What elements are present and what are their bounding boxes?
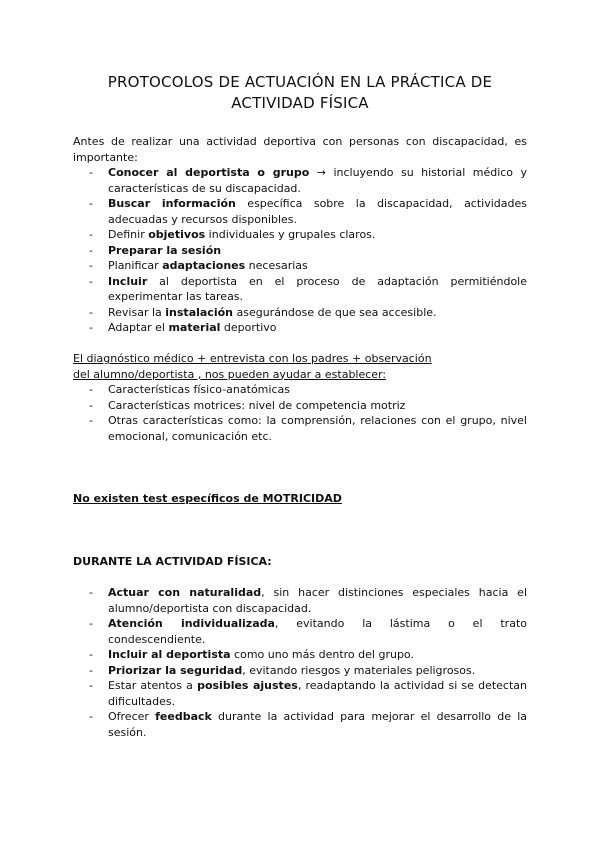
during-heading: DURANTE LA ACTIVIDAD FÍSICA: — [73, 555, 272, 568]
dash-marker: - — [89, 414, 93, 427]
list-item: - Características motrices: nivel de competencia motriz — [89, 398, 406, 412]
list-item: - Planificar adaptaciones necesarias — [89, 259, 308, 272]
during-list — [73, 585, 527, 740]
dash-marker: - — [89, 398, 93, 412]
diagnosis-section — [73, 351, 527, 444]
dash-marker: - — [89, 243, 93, 257]
dash-marker: - — [89, 259, 93, 272]
during-section — [73, 585, 527, 740]
dash-marker: - — [89, 617, 93, 630]
list-item: - Priorizar la seguridad, evitando riesgos y materiales peligrosos. — [89, 663, 476, 677]
list-item: - Revisar la instalación asegurándose de que sea accesible. — [89, 305, 437, 319]
list-item: - Incluir al deportista en el proceso de adaptación permitiéndole experimentar las tareas. — [89, 274, 527, 303]
list-item: - Definir objetivos individuales y grupales claros. — [89, 228, 376, 241]
list-item: - Estar atentos a posibles ajustes, readaptando la actividad si se detectan dificultades. — [89, 679, 527, 708]
dash-marker: - — [89, 663, 93, 677]
dash-marker: - — [89, 197, 93, 210]
list-item: - Adaptar el material deportivo — [89, 321, 277, 334]
diagnosis-line-2: del alumno/deportista , nos pueden ayudar a establecer: — [73, 367, 387, 381]
dash-marker: - — [89, 166, 93, 179]
intro-paragraph: Antes de realizar una actividad deportiva con personas con discapacidad, es importante: — [73, 135, 527, 164]
title-line-1: PROTOCOLOS DE ACTUACIÓN EN LA PRÁCTICA DE — [107, 73, 493, 91]
list-item: - Preparar la sesión — [89, 243, 222, 257]
page-title — [60, 72, 540, 114]
dash-marker: - — [89, 383, 93, 396]
list-item: - Buscar información específica sobre la discapacidad, actividades adecuadas y recursos disponibles. — [89, 197, 527, 226]
list-item: - Actuar con naturalidad, sin hacer distinciones especiales hacia el alumno/deportista con discapacidad. — [89, 586, 527, 615]
title-line-2: ACTIVIDAD FÍSICA — [231, 94, 369, 112]
no-tests-note: No existen test específicos de MOTRICIDAD — [73, 492, 342, 505]
before-section — [73, 134, 527, 336]
dash-marker: - — [89, 321, 93, 334]
diagnosis-list — [73, 382, 527, 444]
list-item: - Incluir al deportista como uno más dentro del grupo. — [89, 648, 414, 661]
list-item: - Otras características como: la comprensión, relaciones con el grupo, nivel emocional, comunicación etc. — [89, 414, 527, 443]
diagnosis-line-1: El diagnóstico médico + entrevista con los padres + observación — [73, 352, 432, 365]
dash-marker: - — [89, 679, 93, 692]
dash-marker: - — [89, 648, 93, 661]
dash-marker: - — [89, 228, 93, 241]
before-list — [73, 165, 527, 336]
dash-marker: - — [89, 305, 93, 319]
list-item: - Características físico-anatómicas — [89, 383, 290, 396]
list-item: - Atención individualizada, evitando la lástima o el trato condescendiente. — [89, 617, 527, 646]
dash-marker: - — [89, 586, 93, 599]
list-item: - Ofrecer feedback durante la actividad para mejorar el desarrollo de la sesión. — [89, 710, 527, 739]
dash-marker: - — [89, 274, 93, 288]
dash-marker: - — [89, 710, 93, 723]
list-item: - Conocer al deportista o grupo → incluyendo su historial médico y características de su discapacidad. — [89, 166, 527, 195]
